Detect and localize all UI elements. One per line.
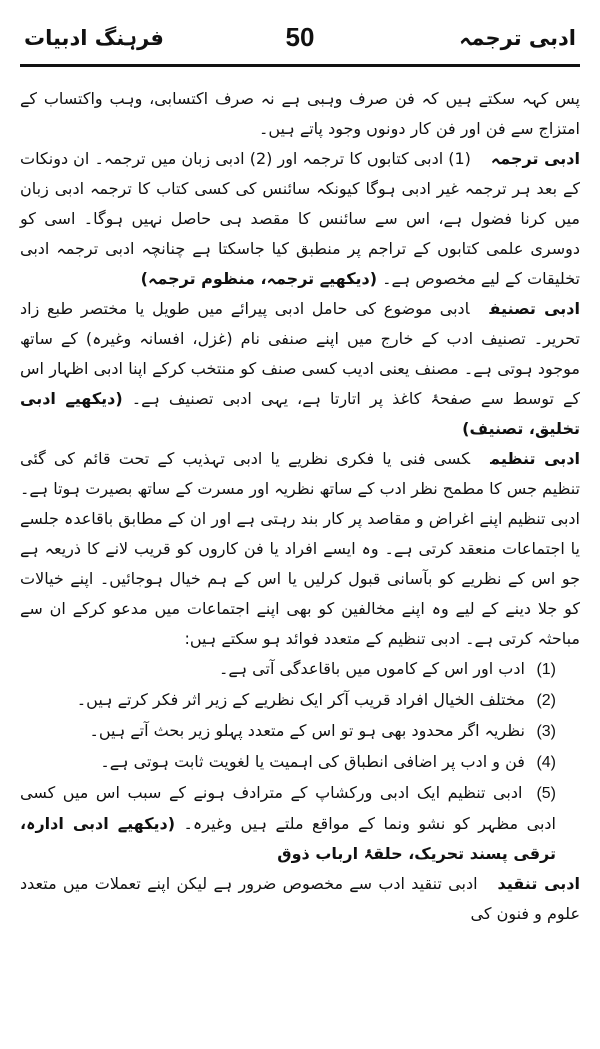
header-rule xyxy=(20,64,580,67)
running-title-right: ادبی ترجمہ xyxy=(459,26,576,50)
page-header xyxy=(20,14,580,60)
entry-term: ادبی تصنیف xyxy=(489,299,580,318)
entry-term: ادبی تنظیم xyxy=(490,449,581,468)
entry-adabi-tanqeed xyxy=(20,869,580,929)
list-item xyxy=(20,747,580,778)
see-also-reference: (دیکھیے ادبی ادارہ، ترقی پسند تحریک، حلقۂ ارباب ذوق xyxy=(20,814,556,863)
entry-adabi-tarjuma xyxy=(20,144,580,294)
list-number: (4) xyxy=(536,754,556,771)
list-text: ادبی تنظیم ایک ادبی ورکشاپ کے مترادف ہونے کے سبب اس میں کسی ادبی مظہر کو نشو ونما کے مواقع ملتے ہیں وغیرہ۔ xyxy=(20,783,556,833)
list-text: نظریہ اگر محدود بھی ہو تو اس کے متعدد پہلو زیر بحث آتے ہیں۔ xyxy=(89,721,525,740)
entry-text: ادبی موضوع کی حامل ادبی پیرائے میں طویل یا مختصر طبع زاد تحریر۔ تصنیف ادب کے خارج میں اپنے صنفی نام (غزل، افسانہ وغیرہ) کے ساتھ موجود ہوتی ہے۔ مصنف یعنی ادیب کسی صنف کو منتخب کرکے اپنا ادبی اظہار اس کے توسط سے صفحۂ کاغذ پر اتارتا ہے، یہی ادبی تصنیف ہے۔ xyxy=(20,299,581,408)
entry-term: ادبی تنقید xyxy=(497,874,580,893)
list-number: (5) xyxy=(536,785,556,802)
entry-text: کسی فنی یا فکری نظریے یا ادبی تہذیب کے تحت قائم کی گئی تنظیم جس کا مطمح نظر ادب کے ساتھ نظریہ اور مسرت کے ساتھ بصیرت ہوتا ہے۔ ادبی تنظیم اپنے اغراض و مقاصد پر کار بند رہتی ہے اور ان کے مطابق باقاعدہ جلسے یا اجتماعات منعقد کرتی ہے۔ وہ ایسے افراد یا فن کاروں کو قریب لانے کا ذریعہ ہے جو اس کے نظریے کو بآسانی قبول کرلیں یا اس کے ہم خیال ہوجائیں۔ اپنے خیالات کو جلا دینے کے لیے وہ اپنے مخالفین کو بھی اپنے اجتماعات میں مدعو کرکے ان سے مباحثہ کرتی ہے۔ ادبی تنظیم کے متعدد فوائد ہو سکتے ہیں: xyxy=(20,449,580,648)
list-item xyxy=(20,778,580,869)
entry-term: ادبی ترجمہ xyxy=(490,149,580,168)
entry-text: (1) ادبی کتابوں کا ترجمہ اور (2) ادبی زبان میں ترجمہ۔ ان دونکات کے بعد ہر ترجمہ غیر ادبی ہوگا کیونکہ سائنس کی کسی کتاب کا ترجمہ ادبی زبان میں کرنا فضول ہے، اس سے سائنس کا مقصد ہی حاصل نہیں ہوگا۔ اسی کو دوسری علمی کتابوں کے تراجم پر منطبق کیا جاسکتا ہے چنانچہ ادبی ترجمہ ادبی تخلیقات کے لیے مخصوص ہے۔ xyxy=(20,149,580,288)
list-number: (3) xyxy=(536,723,556,740)
list-number: (2) xyxy=(536,692,556,709)
entry-text: ادبی تنقید ادب سے مخصوص ضرور ہے لیکن اپنے تعملات میں متعدد علوم و فنون کی xyxy=(20,874,580,923)
intro-paragraph: پس کہہ سکتے ہیں کہ فن صرف وہبی ہے نہ صرف اکتسابی، وہب واکتساب کے امتزاج سے فن اور فن کار دونوں وجود پاتے ہیں۔ xyxy=(20,89,580,138)
list-item xyxy=(20,654,580,685)
list-text: فن و ادب پر اضافی انطباق کی اہمیت یا لغویت ثابت ہوتی ہے۔ xyxy=(100,752,525,771)
entry-adabi-tanzeem xyxy=(20,444,580,654)
running-title-left: فرہنگ ادبیات xyxy=(24,26,164,50)
list-item xyxy=(20,716,580,747)
page-content xyxy=(20,84,580,929)
list-number: (1) xyxy=(536,661,556,678)
page-number: 50 xyxy=(285,22,315,52)
list-text: ادب اور اس کے کاموں میں باقاعدگی آتی ہے۔ xyxy=(218,659,525,678)
benefits-list xyxy=(20,654,580,869)
see-also-reference: (دیکھیے ترجمہ، منظوم ترجمہ) xyxy=(140,269,378,288)
list-item xyxy=(20,685,580,716)
list-text: مختلف الخیال افراد قریب آکر ایک نظریے کے زیر اثر فکر کرتے ہیں۔ xyxy=(76,690,525,709)
entry-adabi-tasneef xyxy=(20,294,580,444)
see-also-reference: (دیکھیے ادبی تخلیق، تصنیف) xyxy=(20,389,580,438)
